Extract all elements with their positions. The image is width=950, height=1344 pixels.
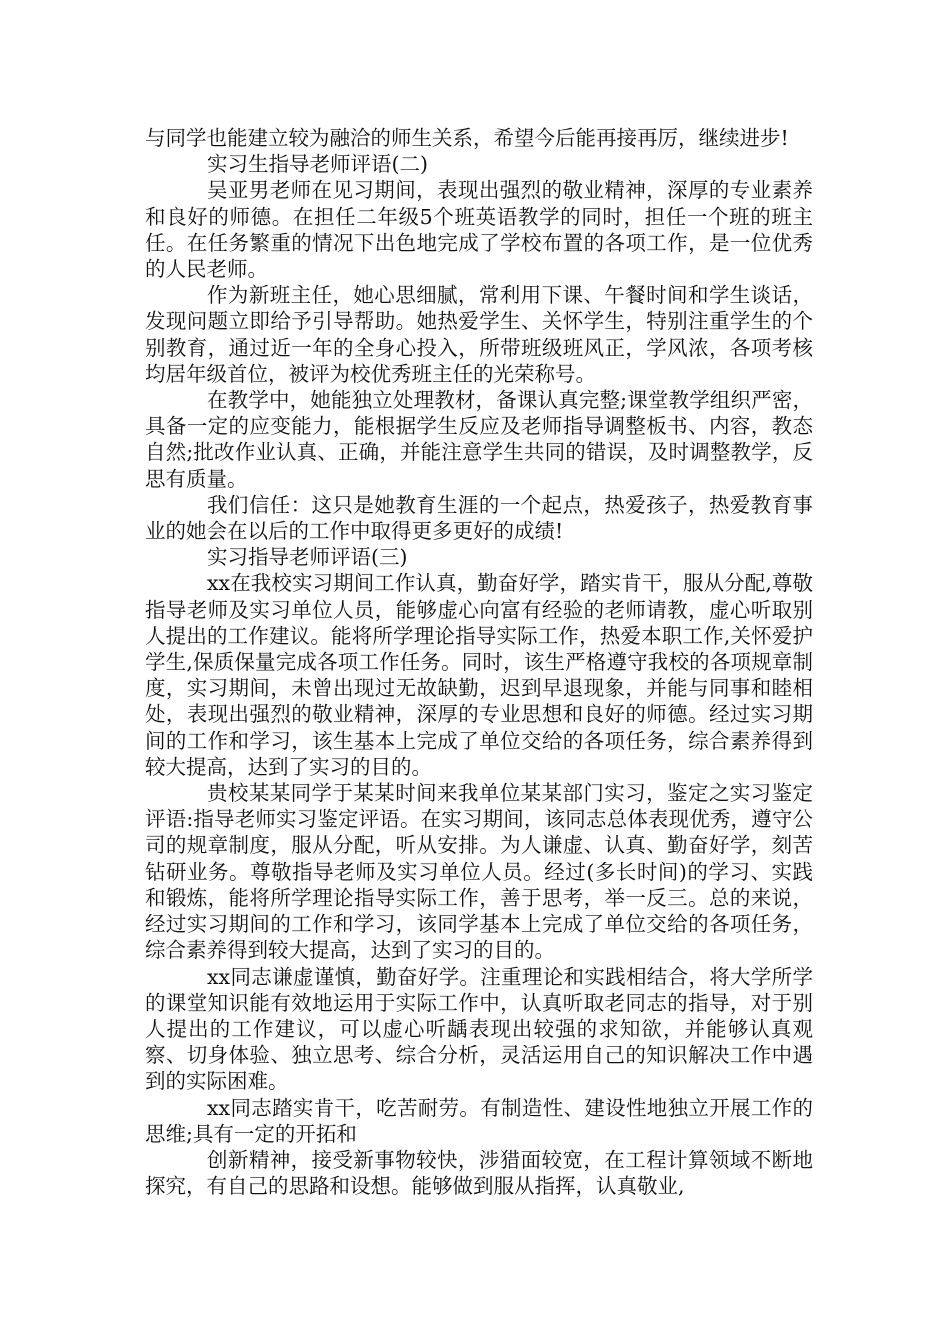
paragraph: 吴亚男老师在见习期间，表现出强烈的敬业精神，深厚的专业素养和良好的师德。在担任二年级5个班英语教学的同时，担任一个班的班主任。在任务繁重的情况下出色地完成了学校布置的各项工作，是一位优秀的人民老师。: [145, 178, 813, 282]
paragraph: 贵校某某同学于某某时间来我单位某某部门实习，鉴定之实习鉴定评语:指导老师实习鉴定评语。在实习期间，该同志总体表现优秀，遵守公司的规章制度，服从分配，听从安排。为人谦虚、认真、勤奋好学，刻苦钻研业务。尊敬指导老师及实习单位人员。经过(多长时间)的学习、实践和锻炼，能将所学理论指导实际工作，善于思考，举一反三。总的来说，经过实习期间的工作和学习，该同学基本上完成了单位交给的各项任务，综合素养得到较大提高，达到了实习的目的。: [145, 781, 813, 963]
paragraph: 作为新班主任，她心思细腻，常利用下课、午餐时间和学生谈话，发现问题立即给予引导帮助。她热爱学生、关怀学生，特别注重学生的个别教育，通过近一年的全身心投入，所带班级班风正，学风浓，各项考核均居年级首位，被评为校优秀班主任的光荣称号。: [145, 283, 813, 386]
paragraph-continuation: 与同学也能建立较为融洽的师生关系，希望今后能再接再厉，继续进步!: [145, 126, 789, 150]
section-heading-3: 实习指导老师评语(三): [207, 545, 408, 570]
paragraph: 在教学中，她能独立处理教材，备课认真完整;课堂教学组织严密，具备一定的应变能力，能根据学生反应及老师指导调整板书、内容，教态自然;批改作业认真、正确，并能注意学生共同的错误，及时调整教学，反思有质量。: [145, 388, 813, 491]
paragraph: xx同志踏实肯干，吃苦耐劳。有制造性、建设性地独立开展工作的思维;具有一定的开拓和: [145, 1095, 813, 1146]
paragraph: xx同志谦虚谨慎，勤奋好学。注重理论和实践相结合，将大学所学的课堂知识能有效地运用于实际工作中，认真听取老同志的指导，对于别人提出的工作建议，可以虚心听龋表现出较强的求知欲，并能够认真观察、切身体验、独立思考、综合分析，灵活运用自己的知识解决工作中遇到的实际困难。: [145, 964, 813, 1094]
paragraph: 创新精神，接受新事物较快，涉猎面较宽，在工程计算领域不断地探究，有自己的思路和设想。能够做到服从指挥，认真敬业,: [145, 1147, 813, 1199]
paragraph: 我们信任：这只是她教育生涯的一个起点，热爱孩子，热爱教育事业的她会在以后的工作中取得更多更好的成绩!: [145, 492, 813, 544]
paragraph: xx在我校实习期间工作认真，勤奋好学，踏实肯干，服从分配,尊敬指导老师及实习单位人员，能够虚心向富有经验的老师请教，虚心听取别人提出的工作建议。能将所学理论指导实际工作，热爱本职工作,关怀爱护学生,保质保量完成各项工作任务。同时，该生严格遵守我校的各项规章制度，实习期间，未曾出现过无故缺勤，迟到早退现象，并能与同事和睦相处，表现出强烈的敬业精神，深厚的专业思想和良好的师德。经过实习期间的工作和学习，该生基本上完成了单位交给的各项任务，综合素养得到较大提高，达到了实习的目的。: [145, 571, 813, 779]
section-heading-2: 实习生指导老师评语(二): [207, 152, 428, 177]
document-body: [145, 125, 813, 1199]
